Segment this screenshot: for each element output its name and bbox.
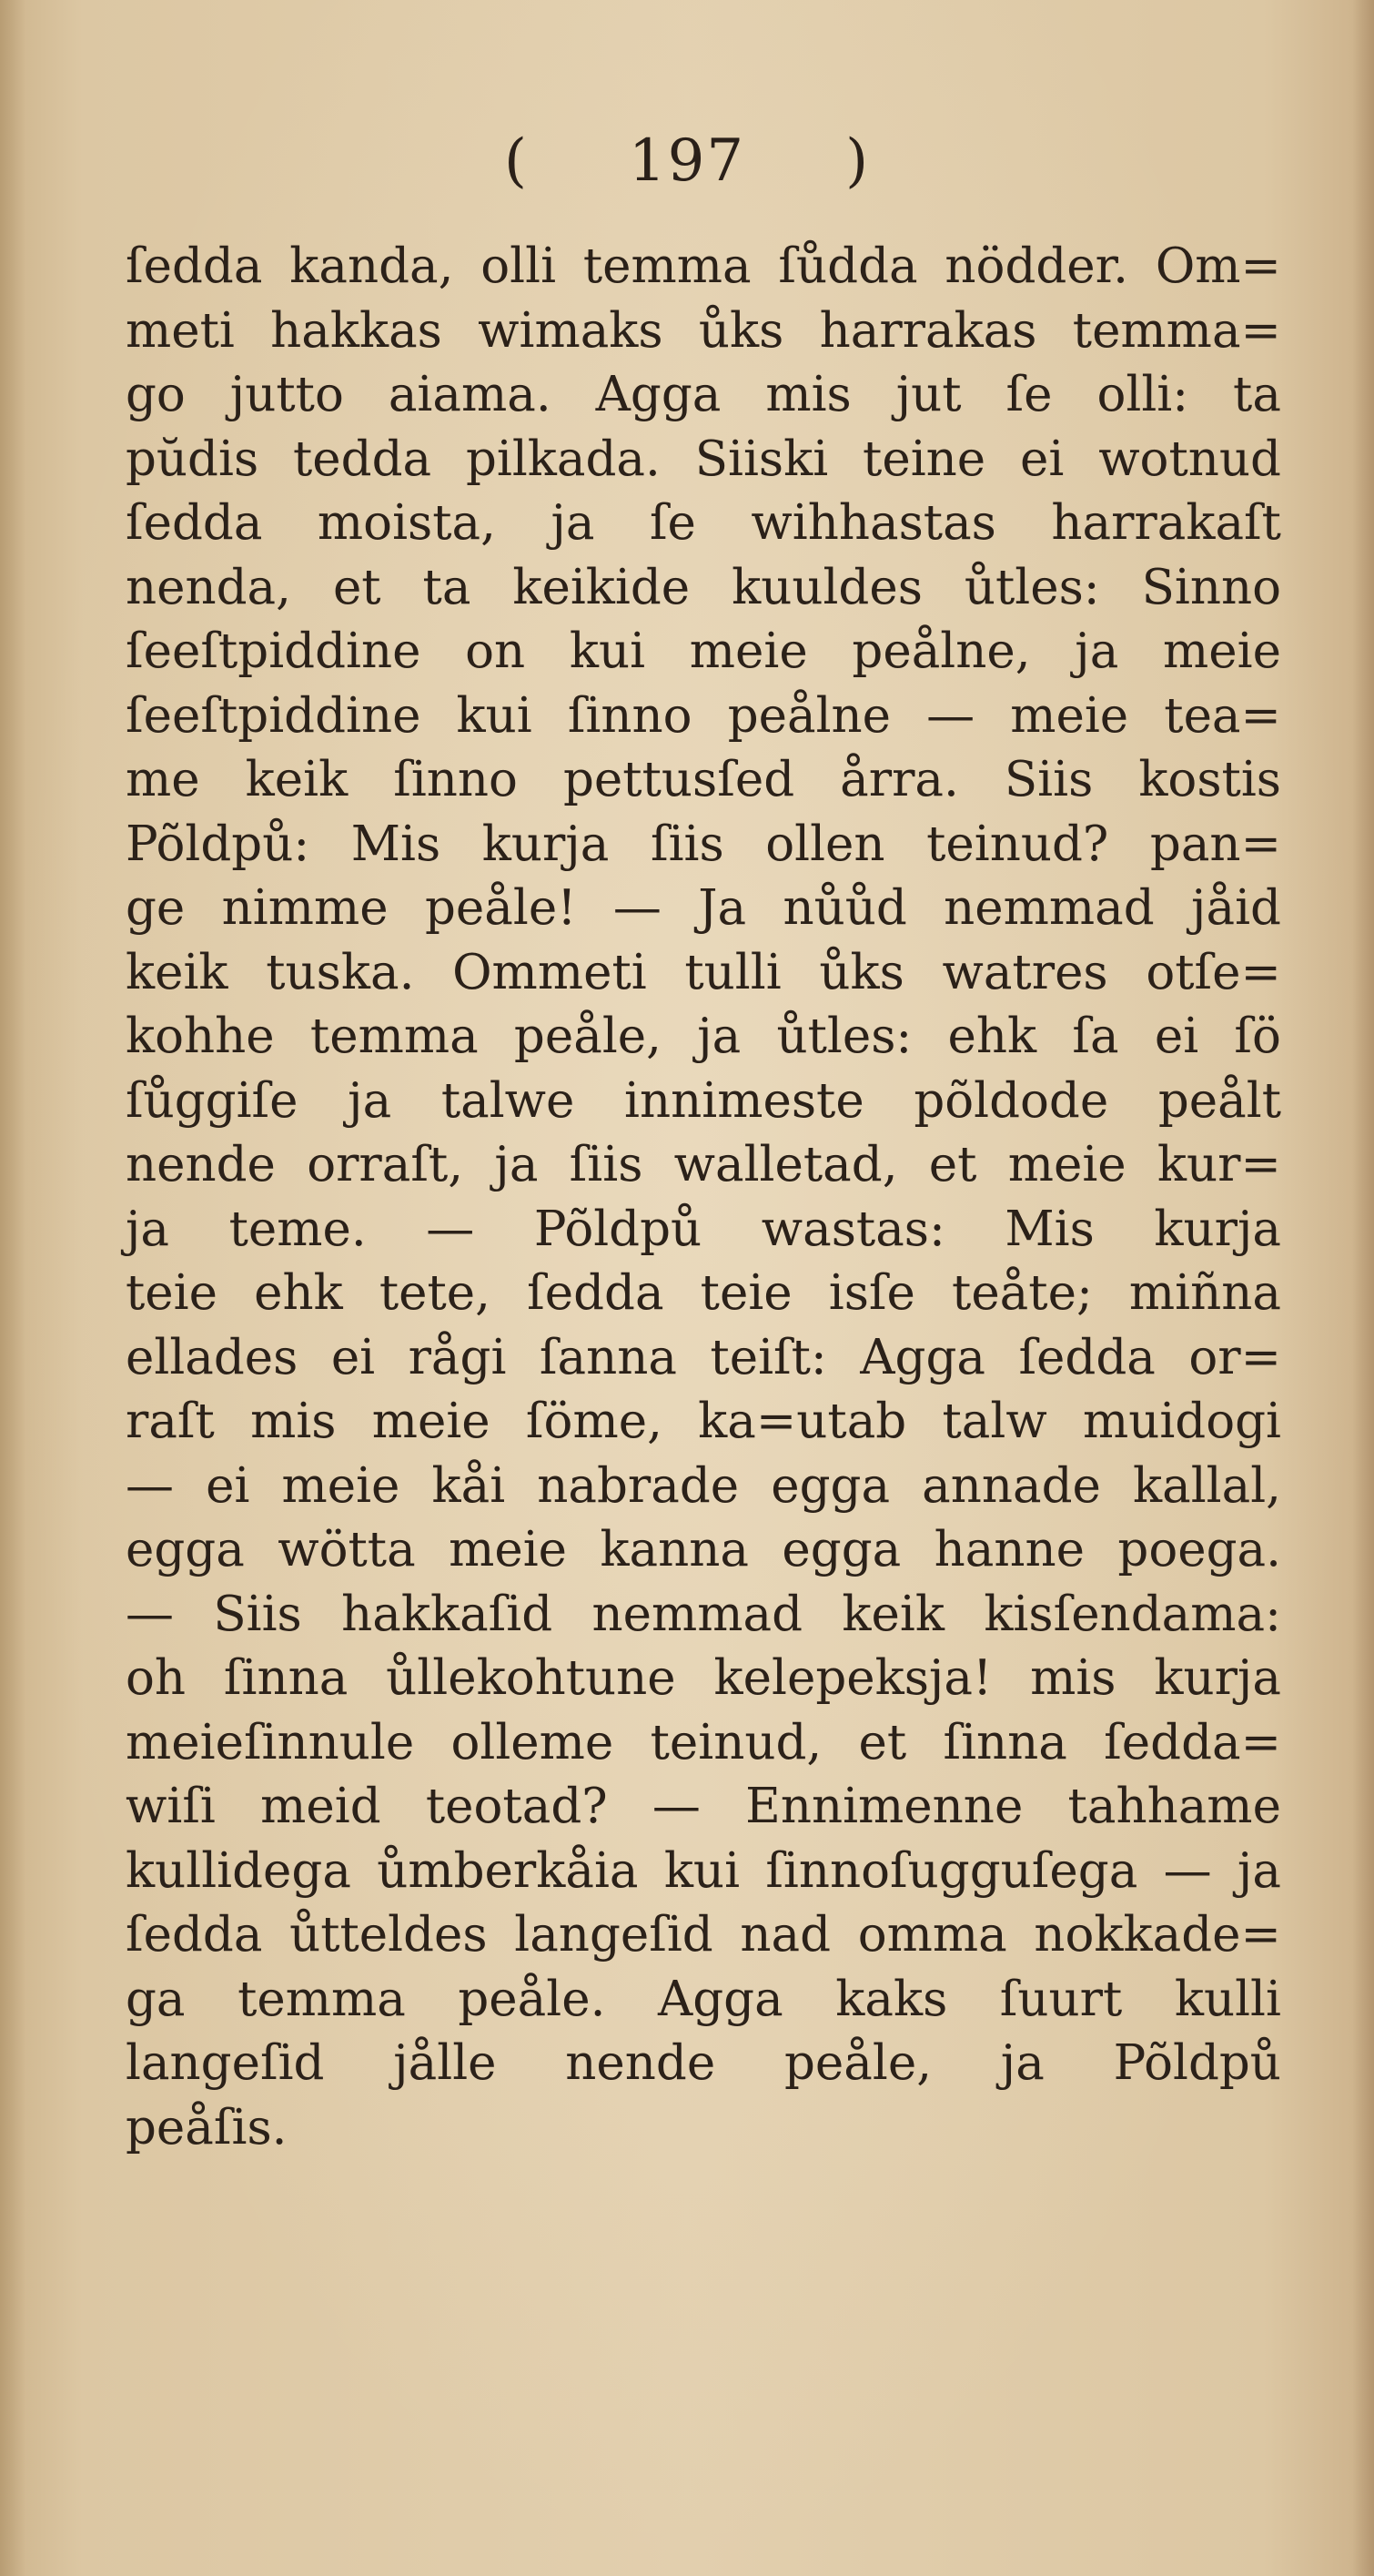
word: hakkas (270, 302, 442, 359)
word: wiſi (126, 1779, 216, 1834)
word: tea= (1164, 687, 1281, 744)
word: muidogi (1082, 1394, 1281, 1449)
word: teiſt: (710, 1329, 827, 1385)
word: tete, (379, 1265, 491, 1321)
text-line (126, 363, 1281, 428)
word: Põldpů (1113, 2035, 1281, 2091)
word: peålne (727, 687, 892, 744)
word: Agga (657, 1971, 783, 2027)
word: ei (330, 1329, 376, 1385)
word: ja (551, 495, 595, 551)
word: ſedda (1018, 1329, 1156, 1385)
text-line (126, 492, 1281, 556)
word: peåſis. (126, 2099, 288, 2155)
word: olli: (1096, 367, 1189, 422)
word: Agga (860, 1329, 985, 1385)
word: nad (740, 1907, 832, 1962)
word: meie (371, 1394, 490, 1449)
word: nödder. (945, 238, 1129, 294)
word: raſt (126, 1394, 215, 1449)
word: pan= (1149, 816, 1281, 872)
word: egga (782, 1522, 902, 1577)
word: meid (260, 1779, 381, 1834)
word: peåle! (424, 880, 577, 936)
word: ſedda (126, 495, 263, 551)
word: kui (663, 1842, 741, 1899)
word: jåid (1191, 880, 1281, 936)
word: ja (697, 1009, 742, 1064)
word: meie (1007, 1137, 1126, 1192)
word: ſůdda (778, 238, 918, 294)
text-line (126, 1455, 1281, 1519)
text-line (126, 1518, 1281, 1583)
word: annade (922, 1457, 1101, 1514)
word: teinud, (650, 1714, 823, 1770)
word: talwe (440, 1072, 575, 1129)
word: ůtles: (964, 559, 1100, 615)
word: ja (1237, 1842, 1281, 1899)
word: peålt (1157, 1072, 1281, 1129)
word: ſöme, (525, 1394, 662, 1449)
word: kanda, (289, 238, 454, 294)
folio-open-paren: ( (503, 127, 529, 195)
text-line (126, 620, 1281, 685)
word: aiama. (388, 367, 551, 422)
word: hakkaſid (341, 1586, 553, 1642)
word: pettusſed (562, 752, 795, 807)
word: wotnud (1098, 431, 1281, 487)
text-line (126, 1070, 1281, 1134)
word: peåle, (783, 2035, 933, 2091)
word: harrakas (819, 302, 1037, 359)
word: pilkada. (465, 431, 661, 487)
word: kohhe (126, 1009, 275, 1064)
word: go (126, 367, 186, 422)
word: jutto (229, 367, 344, 422)
word: olli (480, 238, 557, 294)
word: olleme (450, 1714, 614, 1770)
word: nůůd (783, 880, 907, 936)
word: pŭdis (126, 431, 259, 487)
text-line (126, 1840, 1281, 1904)
word: innimeste (624, 1072, 864, 1129)
word: Sinno (1141, 559, 1281, 615)
word: ůks (819, 944, 904, 1000)
word: teme. (228, 1201, 367, 1257)
text-line (126, 1968, 1281, 2033)
word: omma (857, 1907, 1007, 1962)
word: orraſt, (307, 1137, 464, 1192)
text-line (126, 1390, 1281, 1455)
word: oh (126, 1650, 187, 1706)
word: temma= (1072, 302, 1281, 359)
word: tahhame (1067, 1779, 1281, 1834)
word: nende (126, 1137, 276, 1192)
word: kisſendama: (984, 1586, 1281, 1642)
word: keikide (512, 559, 691, 615)
word: ſedda (126, 1907, 263, 1962)
text-line (126, 1005, 1281, 1070)
word: meie (449, 1522, 568, 1577)
word: moista, (317, 495, 496, 551)
word: egga (771, 1457, 891, 1514)
page-number: 197 (628, 127, 746, 195)
text-line (126, 556, 1281, 621)
page-number-header (0, 127, 1374, 195)
word: keik (842, 1586, 945, 1642)
word: ka=utab (698, 1394, 907, 1449)
word: watres (942, 944, 1108, 1000)
word: nabrade (537, 1457, 740, 1514)
word: ſedda (126, 238, 263, 294)
word: keik (245, 752, 349, 807)
word: ehk (254, 1265, 343, 1321)
word: nemmad (944, 880, 1155, 936)
word: Ja (698, 880, 747, 936)
word: ja (1000, 2035, 1045, 2091)
word: kui (456, 687, 532, 744)
word: ga (126, 1971, 186, 2027)
word: et (928, 1137, 977, 1192)
word: walletad, (673, 1137, 898, 1192)
word: otſe= (1146, 944, 1281, 1000)
word: kui (569, 624, 646, 679)
word: ſedda= (1104, 1714, 1281, 1770)
word: ollen (765, 816, 885, 872)
text-line (126, 299, 1281, 364)
word: kulli (1174, 1971, 1281, 2027)
word: kanna (600, 1522, 750, 1577)
word: Mis (350, 816, 441, 872)
word: wihhastas (751, 495, 996, 551)
word: temma (237, 1971, 406, 2027)
word: kur= (1157, 1137, 1281, 1192)
word: nende (565, 2035, 716, 2091)
word: ſe (649, 495, 696, 551)
word: et (858, 1714, 907, 1770)
word: põldode (914, 1072, 1109, 1129)
text-line (126, 877, 1281, 941)
word: — (926, 687, 975, 744)
word: meie (281, 1457, 400, 1514)
word: ja (494, 1137, 539, 1192)
word: kostis (1138, 752, 1281, 807)
word: Siis (1004, 752, 1094, 807)
word: mis (1030, 1650, 1116, 1706)
word: mis (765, 367, 852, 422)
word: ůtteldes (289, 1907, 488, 1962)
word: et (332, 559, 381, 615)
text-line (126, 941, 1281, 1006)
word: mis (250, 1394, 337, 1449)
word: ta (422, 559, 471, 615)
word: on (465, 624, 526, 679)
word: rågi (408, 1329, 507, 1385)
word: keik (126, 944, 228, 1000)
word: ei (1154, 1009, 1199, 1064)
word: ehk (947, 1009, 1037, 1064)
word: ůllekohtune (386, 1650, 676, 1706)
word: ſeeſtpiddine (126, 687, 421, 744)
word: langeſid (126, 2035, 325, 2091)
word: peåle. (458, 1971, 606, 2027)
word: meie (1010, 687, 1129, 744)
word: kelepeksja! (713, 1650, 993, 1706)
text-line (126, 748, 1281, 813)
text-line (126, 2032, 1281, 2096)
word: nokkade= (1034, 1907, 1281, 1962)
word: ſö (1234, 1009, 1281, 1064)
word: kuuldes (732, 559, 923, 615)
word: teåte; (952, 1265, 1093, 1321)
word: ellades (126, 1329, 298, 1385)
word: ſuurt (999, 1971, 1123, 2027)
word: nimme (221, 880, 389, 936)
page-edge-shadow-right (1352, 0, 1374, 2576)
page-edge-shadow-left (0, 0, 25, 2576)
word: or= (1188, 1329, 1281, 1385)
word: ei (1020, 431, 1065, 487)
word: isſe (828, 1265, 915, 1321)
word: teotad? (425, 1779, 608, 1834)
word: meti (126, 302, 235, 359)
word: meie (689, 624, 808, 679)
word: Ommeti (452, 944, 647, 1000)
word: Põldpů: (126, 816, 310, 872)
text-line (126, 1775, 1281, 1840)
word: nemmad (591, 1586, 803, 1642)
word: ſiis (569, 1137, 643, 1192)
word: kullidega (126, 1842, 351, 1899)
word: kåi (431, 1457, 506, 1514)
word: ſinna (943, 1714, 1067, 1770)
word: teinud? (926, 816, 1109, 872)
word: Om= (1155, 238, 1281, 294)
word: tuska. (266, 944, 415, 1000)
word: ja (1075, 624, 1119, 679)
text-line (126, 685, 1281, 749)
word: wötta (278, 1522, 416, 1577)
word: tulli (684, 944, 782, 1000)
word: — (1163, 1842, 1212, 1899)
text-line (126, 1198, 1281, 1263)
word: teie (700, 1265, 793, 1321)
word: jut (895, 367, 962, 422)
word: tedda (292, 431, 432, 487)
text-line (126, 1711, 1281, 1776)
text-line (126, 2096, 1281, 2161)
word: nenda, (126, 559, 292, 615)
text-line (126, 1647, 1281, 1711)
word: langeſid (514, 1907, 713, 1962)
word: kurja (1154, 1201, 1281, 1257)
word: miñna (1128, 1265, 1281, 1321)
word: ſůggiſe (126, 1072, 298, 1129)
body-text (126, 235, 1281, 2160)
word: ſiis (650, 816, 724, 872)
word: ſanna (539, 1329, 677, 1385)
word: — (612, 880, 662, 936)
word: ſinno (567, 687, 692, 744)
word: temma (582, 238, 752, 294)
word: ſe (1005, 367, 1053, 422)
word: meie (1163, 624, 1281, 679)
word: ſinna (223, 1650, 349, 1706)
word: Ennimenne (745, 1779, 1024, 1834)
word: kaks (835, 1971, 948, 2027)
word: ſedda (527, 1265, 664, 1321)
word: ja (348, 1072, 392, 1129)
word: ſinno (393, 752, 518, 807)
word: kurja (1154, 1650, 1281, 1706)
word: ſinnoſugguſega (765, 1842, 1138, 1899)
word: egga (126, 1522, 245, 1577)
text-line (126, 1262, 1281, 1326)
word: harrakaſt (1051, 495, 1281, 551)
word: Siis (213, 1586, 302, 1642)
word: ůmberkåia (377, 1842, 639, 1899)
word: teine (863, 431, 986, 487)
word: ſa (1072, 1009, 1119, 1064)
word: hanne (934, 1522, 1086, 1577)
word: ei (206, 1457, 250, 1514)
word: poega. (1117, 1522, 1281, 1577)
text-line (126, 1133, 1281, 1198)
word: ta (1233, 367, 1281, 422)
word: wimaks (478, 302, 663, 359)
word: kallal, (1132, 1457, 1281, 1514)
word: peåle, (513, 1009, 662, 1064)
word: temma (309, 1009, 479, 1064)
word: Agga (595, 367, 722, 422)
word: — (652, 1779, 701, 1834)
word: talw (942, 1394, 1047, 1449)
word: ge (126, 880, 186, 936)
folio-close-paren: ) (845, 127, 871, 195)
word: ſeeſtpiddine (126, 624, 421, 679)
word: — (126, 1586, 174, 1642)
word: — (426, 1201, 475, 1257)
word: kurja (481, 816, 610, 872)
word: Põldpů (533, 1201, 702, 1257)
text-line (126, 235, 1281, 299)
word: me (126, 752, 200, 807)
word: ůtles: (776, 1009, 913, 1064)
word: wastas: (761, 1201, 945, 1257)
word: teie (126, 1265, 217, 1321)
word: — (126, 1457, 174, 1514)
text-line (126, 428, 1281, 492)
word: ůks (698, 302, 784, 359)
word: ja (126, 1201, 170, 1257)
text-line (126, 1583, 1281, 1648)
word: peålne, (852, 624, 1031, 679)
text-line (126, 1326, 1281, 1391)
word: meieſinnule (126, 1714, 415, 1770)
word: årra. (840, 752, 959, 807)
word: Mis (1005, 1201, 1095, 1257)
word: jålle (393, 2035, 497, 2091)
text-line (126, 813, 1281, 877)
text-line (126, 1903, 1281, 1968)
word: Siiski (694, 431, 829, 487)
